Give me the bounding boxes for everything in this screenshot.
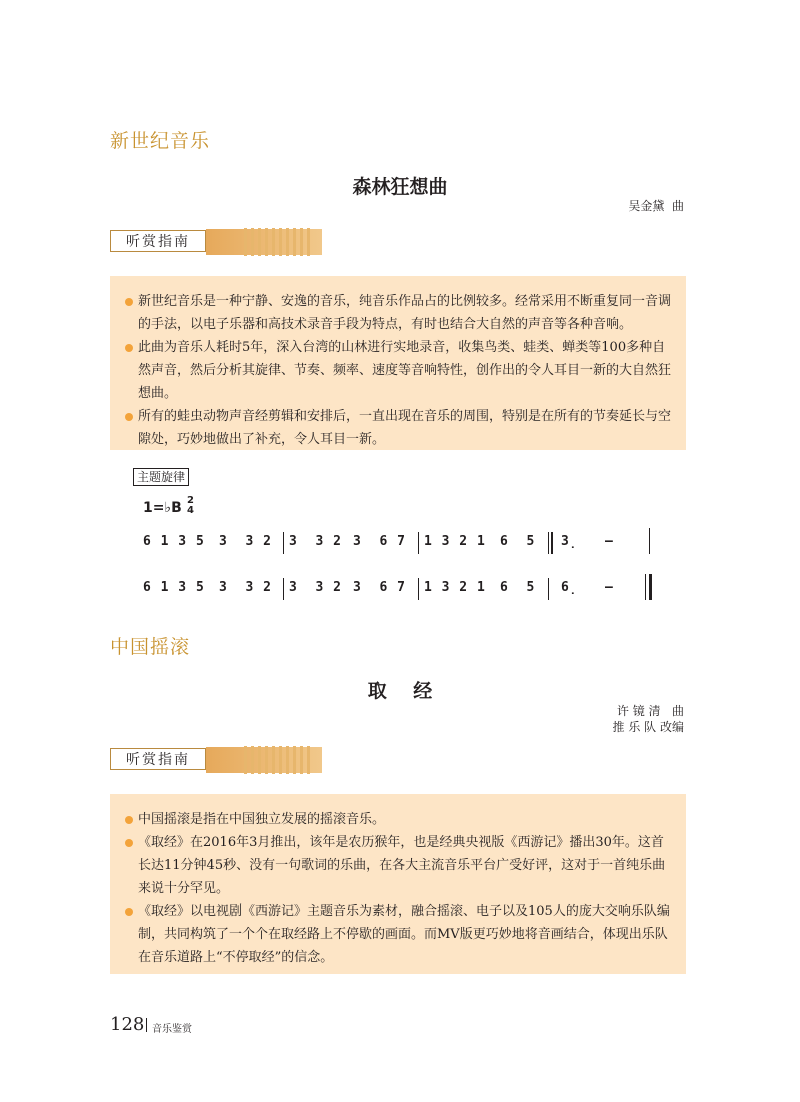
guide-bullet: 《取经》以电视剧《西游记》主题音乐为素材，融合摇滚、电子以及105人的庞大交响乐队编制，共同构筑了一个个在取经路上不停歇的画面。而MV版更巧妙地将音画结合，体现出乐队在音乐道路上“不停取经”的信念。 [124, 900, 674, 969]
score-row-2 [143, 578, 663, 608]
listening-guide-banner [110, 746, 322, 774]
measure-note-group: 3 3 2 [289, 534, 342, 549]
final-barline-thick [649, 574, 652, 600]
bullet-dot-icon [125, 344, 133, 352]
dash-extension: – [605, 580, 614, 595]
measure-note-group: 3 3 2 [219, 580, 272, 595]
measure-note-group: 3̣ [561, 534, 578, 549]
repeat-barline [551, 532, 553, 554]
time-signature-top: 2 [187, 495, 194, 506]
time-signature [187, 496, 194, 516]
guide-bullet: 《取经》在2016年3月推出，该年是农历猴年，也是经典央视版《西游记》播出30年。这首长达11分钟45秒、没有一句歌词的乐曲，在各大主流音乐平台广受好评，这对于一首纯乐曲来说十分罕见。 [124, 831, 674, 900]
measure-note-group: 3 3 2 [289, 580, 342, 595]
dash-extension: – [605, 534, 614, 549]
theme-melody-label: 主题旋律 [133, 468, 189, 486]
listening-guide-label: 听赏指南 [110, 748, 206, 770]
bullet-dot-icon [125, 839, 133, 847]
composer-credit: 许 镜 清 曲 [616, 704, 684, 718]
page-number: 128 [110, 1014, 145, 1035]
guide-bullet: 此曲为音乐人耗时5年，深入台湾的山林进行实地录音，收集鸟类、蛙类、蝉类等100多种自然声音，然后分析其旋律、节奏、频率、速度等音响特性，创作出的令人耳目一新的大自然狂想曲。 [124, 336, 674, 405]
measure-note-group: 6 1 3 5 [143, 534, 205, 549]
measure-note-group: 6̣ [561, 580, 578, 595]
bullet-dot-icon [125, 816, 133, 824]
book-title: 音乐鉴赏 [152, 1024, 192, 1035]
listening-guide-banner [110, 228, 322, 256]
bullet-dot-icon [125, 298, 133, 306]
section-heading-chinese-rock: 中国摇滚 [110, 636, 191, 658]
composer-credit: 吴金黛 曲 [628, 199, 684, 213]
bullet-dot-icon [125, 908, 133, 916]
barline [548, 578, 549, 600]
listening-guide-label: 听赏指南 [110, 230, 206, 252]
piece-title-forest: 森林狂想曲 [352, 176, 448, 198]
barline [418, 532, 419, 554]
piece-title-qujing: 取 经 [367, 680, 433, 702]
measure-note-group: 3 3 2 [219, 534, 272, 549]
barline [418, 578, 419, 600]
barline [283, 532, 284, 554]
time-signature-bottom: 4 [187, 505, 194, 516]
barline [649, 528, 650, 554]
guide-notes-box [110, 794, 686, 974]
key-signature: 1=♭B [143, 500, 182, 516]
barline [283, 578, 284, 600]
section-heading-new-age: 新世纪音乐 [110, 130, 211, 152]
final-barline [645, 574, 646, 600]
guide-bullet: 新世纪音乐是一种宁静、安逸的音乐，纯音乐作品占的比例较多。经常采用不断重复同一音调的手法，以电子乐器和高技术录音手段为特点，有时也结合大自然的声音等各种音响。 [124, 290, 674, 336]
barline [548, 532, 549, 554]
score-row-1 [143, 532, 663, 562]
measure-note-group: 6 1 3 5 [143, 580, 205, 595]
measure-note-group: 6 5 [500, 580, 536, 595]
measure-note-group: 1 3 2 1 [424, 580, 486, 595]
guide-bullet: 中国摇滚是指在中国独立发展的摇滚音乐。 [124, 808, 674, 831]
bullet-dot-icon [125, 413, 133, 421]
measure-note-group: 1 3 2 1 [424, 534, 486, 549]
footer-divider [146, 1018, 147, 1032]
measure-note-group: 3 6 7 [353, 534, 406, 549]
banner-stripes [244, 746, 310, 774]
measure-note-group: 3 6 7 [353, 580, 406, 595]
guide-bullet: 所有的蛙虫动物声音经剪辑和安排后，一直出现在音乐的周围，特别是在所有的节奏延长与空隙处，巧妙地做出了补充，令人耳目一新。 [124, 405, 674, 451]
guide-notes-box [110, 276, 686, 450]
arranger-credit: 推 乐 队 改编 [612, 720, 684, 734]
measure-note-group: 6 5 [500, 534, 536, 549]
banner-stripes [244, 228, 310, 256]
